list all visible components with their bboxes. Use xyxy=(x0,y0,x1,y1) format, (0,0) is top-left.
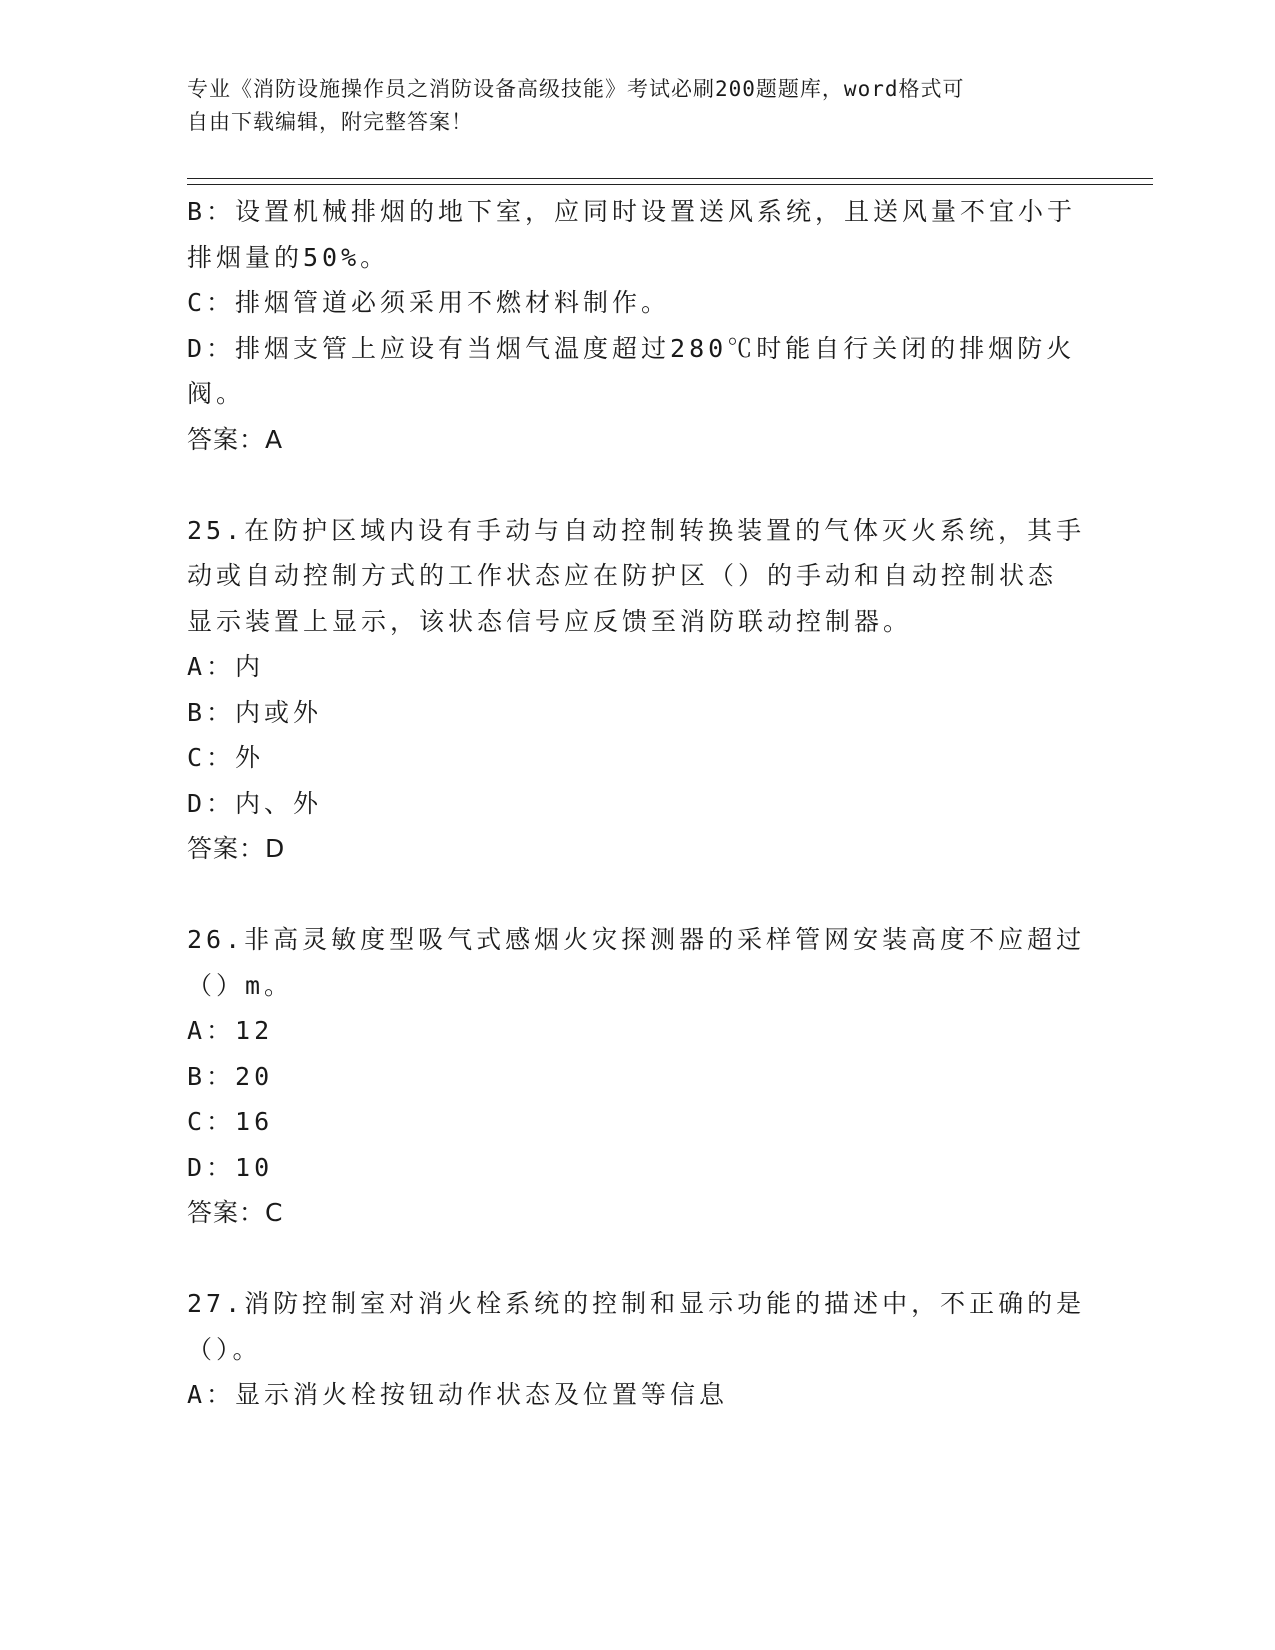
option-b-line-2: 排烟量的50%。 xyxy=(187,242,390,272)
question-stem-line-1: 25.在防护区域内设有手动与自动控制转换装置的气体灭火系统，其手 xyxy=(187,515,1086,545)
document-body xyxy=(187,189,1087,1418)
question-25 xyxy=(187,508,1087,872)
question-27 xyxy=(187,1281,1087,1418)
spacer xyxy=(187,462,1087,508)
option-a: A：显示消火栓按钮动作状态及位置等信息 xyxy=(187,1380,729,1409)
answer: 答案：C xyxy=(187,1198,284,1227)
option-d-line-1: D：排烟支管上应设有当烟气温度超过280℃时能自行关闭的排烟防火 xyxy=(187,333,1076,363)
page-header xyxy=(187,73,1067,139)
option-d: D：10 xyxy=(187,1152,274,1182)
option-d: D：内、外 xyxy=(187,788,323,818)
option-a: A：内 xyxy=(187,652,265,681)
option-d-line-2: 阀。 xyxy=(187,379,246,408)
question-stem-line-2: （）m。 xyxy=(187,970,294,1000)
option-a: A：12 xyxy=(187,1016,274,1045)
header-title-line-2: 自由下载编辑，附完整答案！ xyxy=(187,110,473,134)
option-c: C：16 xyxy=(187,1107,274,1136)
question-stem-line-1: 27.消防控制室对消火栓系统的控制和显示功能的描述中，不正确的是 xyxy=(187,1289,1086,1318)
option-b: B：内或外 xyxy=(187,697,323,727)
spacer xyxy=(187,1236,1087,1282)
header-divider xyxy=(187,178,1153,185)
option-c: C：外 xyxy=(187,743,265,772)
question-stem-line-3: 显示装置上显示，该状态信号应反馈至消防联动控制器。 xyxy=(187,606,913,636)
question-stem-line-2: 动或自动控制方式的工作状态应在防护区（）的手动和自动控制状态 xyxy=(187,561,1058,590)
answer: 答案：A xyxy=(187,424,284,454)
option-b-line-1: B：设置机械排烟的地下室，应同时设置送风系统，且送风量不宜小于 xyxy=(187,197,1077,226)
question-26 xyxy=(187,917,1087,1236)
option-c: C：排烟管道必须采用不燃材料制作。 xyxy=(187,288,671,317)
spacer xyxy=(187,872,1087,918)
option-b: B：20 xyxy=(187,1061,274,1091)
question-stem-line-1: 26.非高灵敏度型吸气式感烟火灾探测器的采样管网安装高度不应超过 xyxy=(187,925,1086,954)
question-stem-line-2: （）。 xyxy=(187,1334,262,1364)
header-title-line-1: 专业《消防设施操作员之消防设备高级技能》考试必刷200题题库，word格式可 xyxy=(187,77,965,101)
previous-question xyxy=(187,189,1087,462)
answer: 答案：D xyxy=(187,834,286,863)
